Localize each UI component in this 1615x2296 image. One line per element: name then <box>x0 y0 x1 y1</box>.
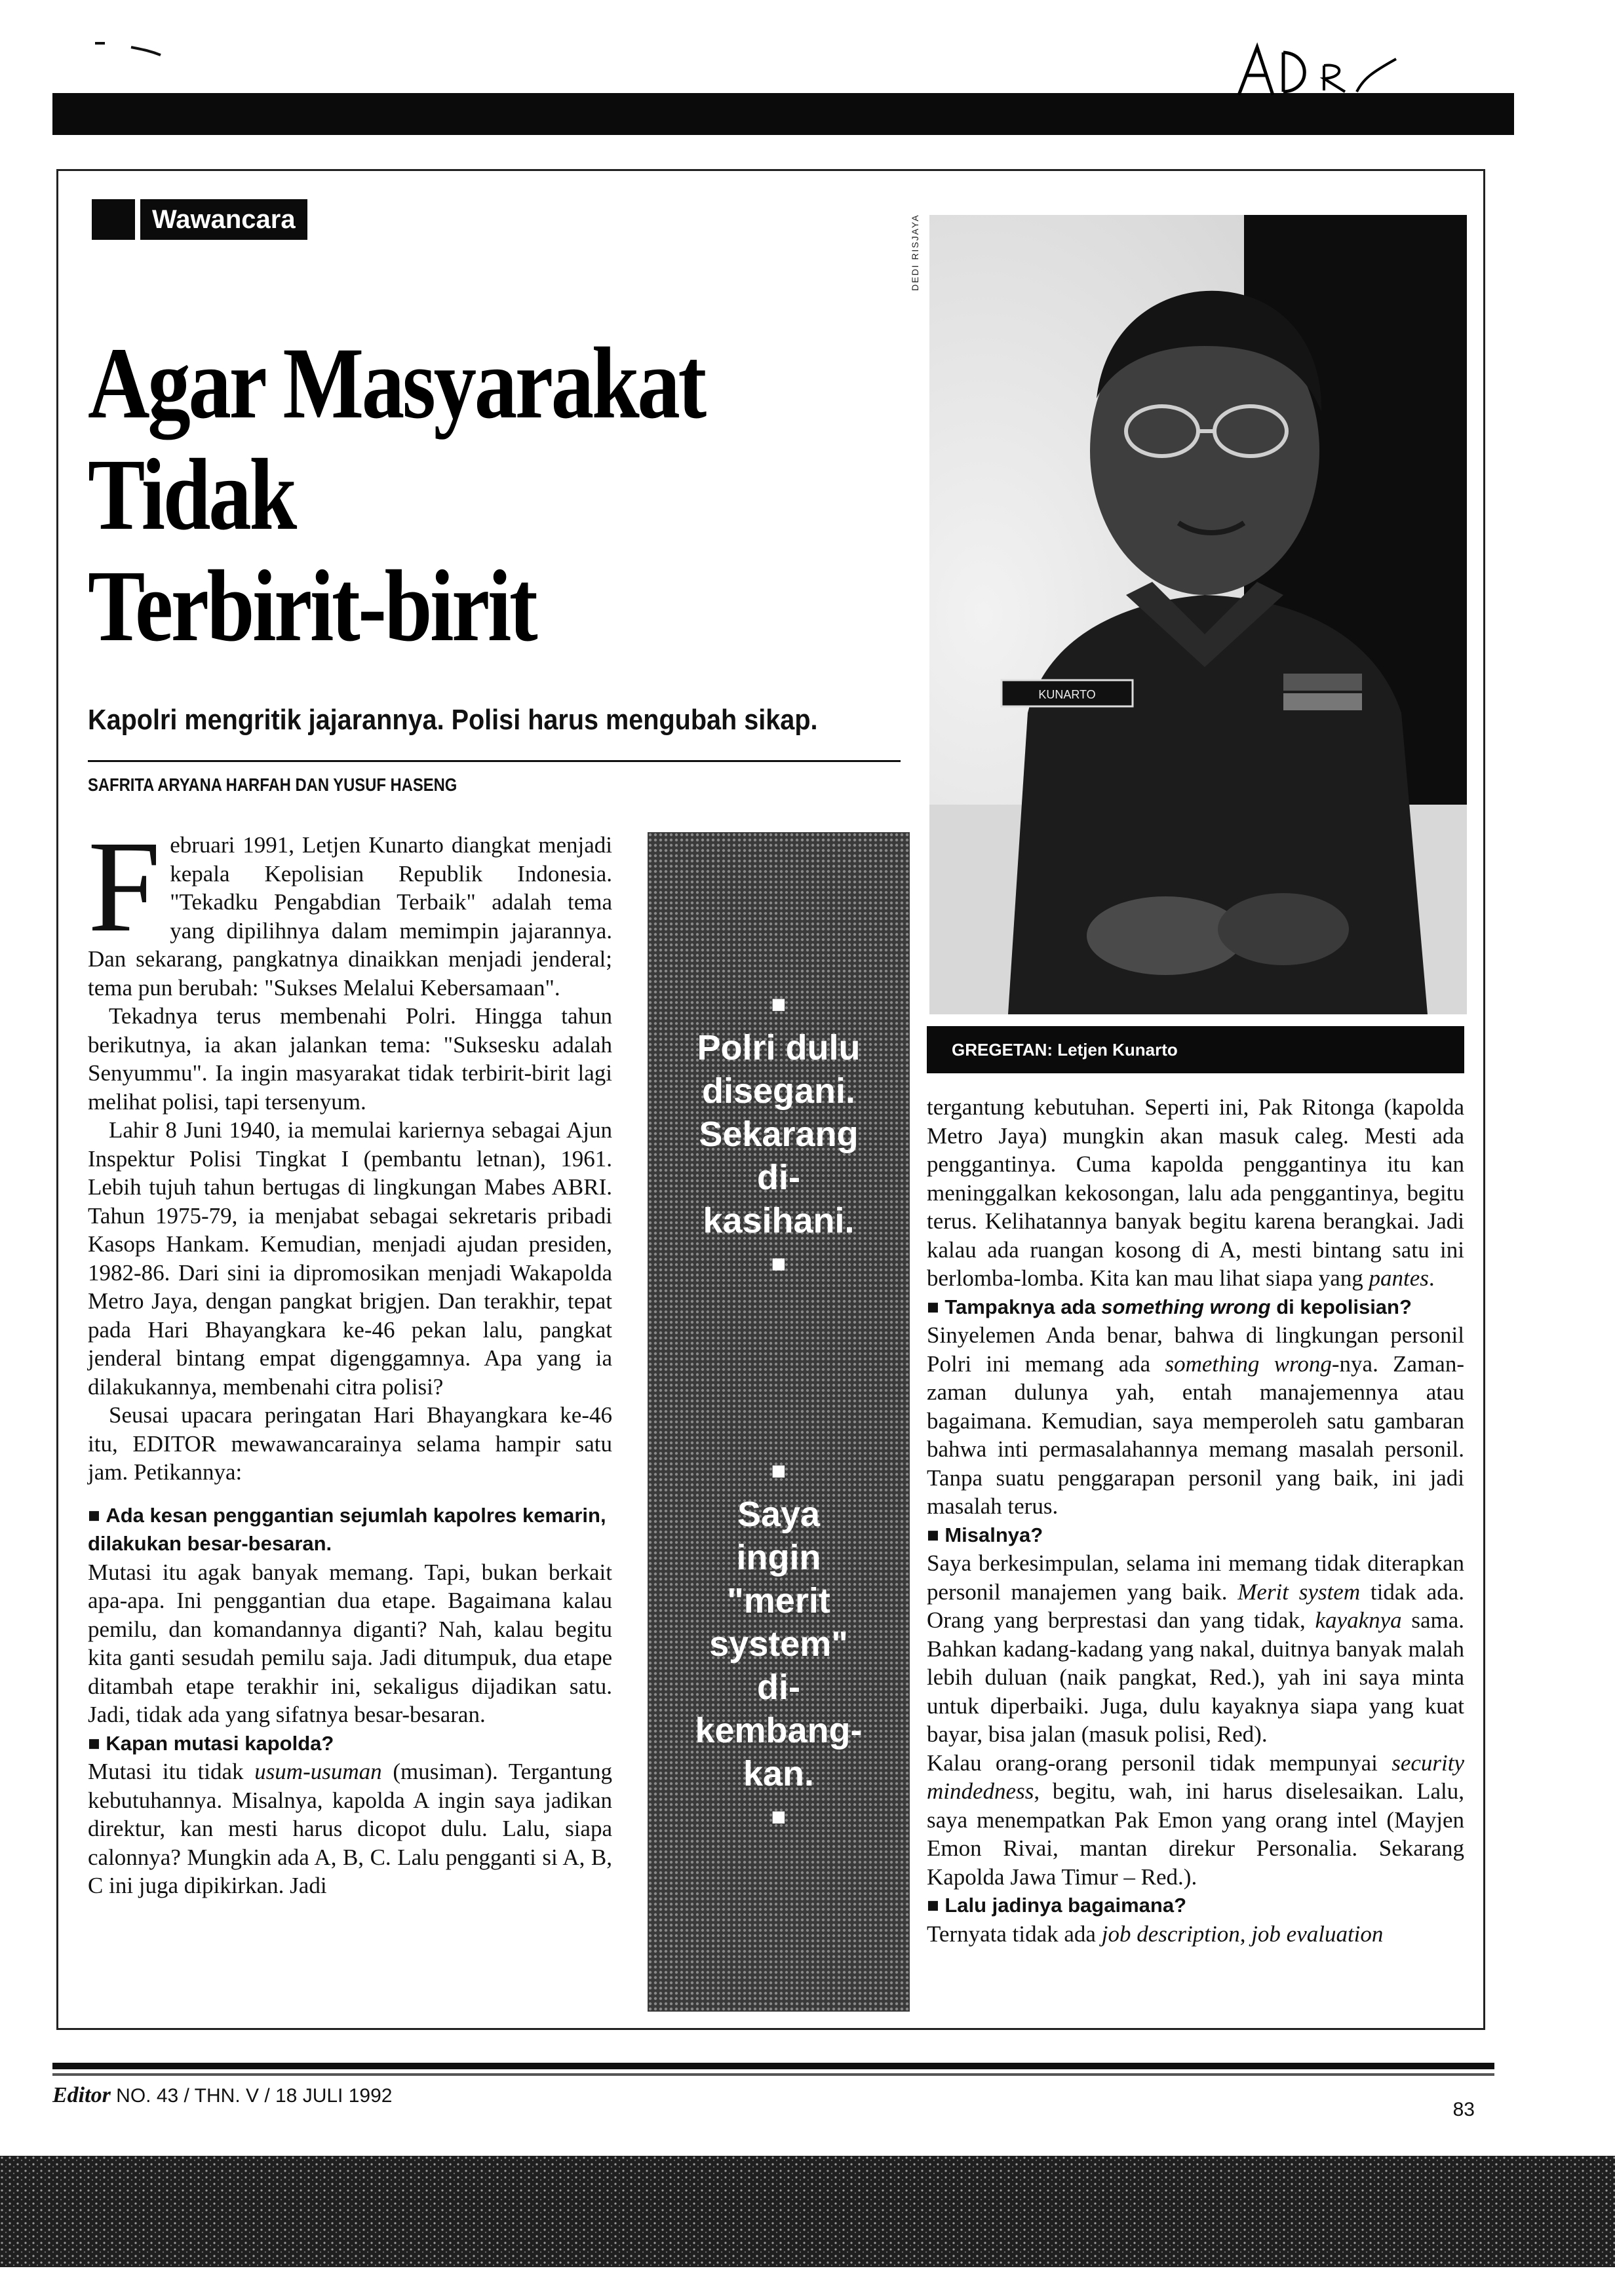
interview-answer <box>927 1093 1464 1293</box>
question-text: di kepolisian? <box>1270 1295 1412 1318</box>
name-tag: KUNARTO <box>1038 688 1096 701</box>
answer-emphasis: security mindedness <box>927 1750 1464 1804</box>
pull-quote-1-line: kasihani. <box>703 1201 855 1240</box>
section-kicker: Wawancara <box>140 199 307 240</box>
answer-text: Kalau orang-orang personil tidak mempunyai <box>927 1750 1392 1776</box>
question-emphasis: something wrong <box>1101 1295 1271 1318</box>
interview-question <box>927 1293 1464 1322</box>
photo-credit: DEDI RISJAYA <box>910 214 920 291</box>
portrait-illustration <box>929 215 1467 1014</box>
answer-text: Sinyelemen Anda benar, bahwa di lingkungan personil Polri ini memang ada <box>927 1322 1464 1377</box>
answer-text: tidak ada. Orang yang berprestasi dan yang tidak, <box>927 1578 1464 1633</box>
pull-quote-2-line: Saya <box>737 1495 821 1534</box>
answer-text: sama. Bahkan kadang-kadang yang nakal, duitnya banyak malah lebih duluan (naik pangkat, Red.), yah ini saya minta untuk diperbaiki. Juga, dulu kayaknya siapa yang kuat bayar, bisa jalan (masuk polisi, Red). <box>927 1607 1464 1747</box>
interview-question: ■ Lalu jadinya bagaimana? <box>927 1891 1464 1920</box>
answer-text: -nya. Zaman-zaman dulunya yah, entah manajemennya atau bagaimana. Kemudian, saya memperoleh satu gambaran bahwa inti permasalahannya memang masalah personil. Tanpa suatu penggarapan personil yang baik, ini jadi masalah terus. <box>927 1350 1464 1519</box>
portrait-photo <box>929 215 1467 1014</box>
pull-quote-2-line: system" <box>709 1624 848 1664</box>
headline-line: Tidak <box>88 438 295 551</box>
answer-text: Mutasi itu tidak <box>88 1759 255 1784</box>
question-text: Tampaknya ada <box>944 1295 1102 1318</box>
drop-cap: F <box>88 814 161 959</box>
article-column-1 <box>88 814 612 1900</box>
footer-rule <box>52 2063 1494 2069</box>
pull-quote-1-line: di- <box>757 1158 800 1197</box>
bullet-square-icon: ■ <box>771 991 787 1018</box>
interview-answer <box>927 1920 1464 1949</box>
bullet-square-icon: ■ <box>771 1457 787 1485</box>
bullet-square-icon: ■ <box>771 1250 787 1278</box>
answer-text: (musiman). Tergantung kebutuhannya. Misalnya, kapolda A ingin saya jadikan direktur, kan mesti harus dicopot dulu. Lalu, siapa calonnya? Mungkin ada A, B, C. Lalu pengganti si A, B, C ini juga dipikirkan. Jadi <box>88 1759 612 1898</box>
pull-quotes <box>648 983 910 1839</box>
paragraph: Seusai upacara peringatan Hari Bhayangkara ke-46 itu, EDITOR mewawancarainya selama hampir satu jam. Petikannya: <box>88 1402 612 1485</box>
answer-text: Ternyata tidak ada <box>927 1921 1102 1947</box>
interview-question: ■ Ada kesan penggantian sejumlah kapolres kemarin, dilakukan besar-besaran. <box>88 1501 612 1558</box>
interview-answer: Mutasi itu agak banyak memang. Tapi, bukan berkait apa-apa. Ini penggantian dua etape. Bagaimana kalau pemilu, dan komandannya diganti? Nah, kalau begitu kita ganti sesudah pemilu saja. Jadi ditumpuk, dua etape ditambah etape terakhir ini, sekaligus dijadikan satu. Jadi, tidak ada yang sifatnya besar-besaran. <box>88 1559 612 1727</box>
footer-rule <box>52 2073 1494 2076</box>
paragraph: Tekadnya terus membenahi Polri. Hingga tahun berikutnya, ia akan jalankan tema: "Suksesku adalah Senyummu". Ia ingin masyarakat tidak terbirit-birit lagi melihat polisi, tapi tersenyum. <box>88 1003 612 1115</box>
pull-quote-1-line: Sekarang <box>699 1115 859 1154</box>
answer-emphasis: Merit system <box>1237 1578 1361 1605</box>
pull-quote-1-line: Polri dulu <box>697 1028 861 1067</box>
headline-line: Agar Masyarakat <box>88 326 705 440</box>
interview-answer <box>88 1757 612 1900</box>
byline: SAFRITA ARYANA HARFAH DAN YUSUF HASENG <box>88 775 457 795</box>
pull-quote-2-line: ingin <box>736 1538 821 1577</box>
pull-quote-2-line: kan. <box>743 1754 815 1793</box>
answer-text: Saya berkesimpulan, selama ini memang tidak diterapkan personil manajemen yang baik. <box>927 1550 1464 1605</box>
pull-quote-2-line: di- <box>757 1668 800 1707</box>
article-column-2 <box>927 1093 1464 1948</box>
paragraph: Lahir 8 Juni 1940, ia memulai kariernya sebagai Ajun Inspektur Polisi Tingkat I (pembantu letnan), 1961. Lebih tujuh tahun bertugas di lingkungan Mabes ABRI. Tahun 1975-79, ia menjabat sebagai sekretaris pribadi Kasops Hankam. Kemudian, menjadi ajudan presiden, 1982-86. Dari sini ia dipromosikan menjadi Wakapolda Metro Jaya, dengan pangkat brigjen. Dan terakhir, tepat pada Hari Bhayangkara ke-46 pekan lalu, pangkat jenderal bintang empat digenggamnya. Apa yang ia dilakukannya, membenahi citra polisi? <box>88 1117 612 1400</box>
headline <box>88 328 721 662</box>
issue-line <box>52 2082 392 2109</box>
scan-mark <box>92 38 164 58</box>
pull-quote-2-line: "merit <box>727 1581 830 1620</box>
magazine-name: Editor <box>52 2083 111 2107</box>
handwritten-annotation <box>1232 39 1403 105</box>
pull-quote-1-line: disegani. <box>701 1071 856 1111</box>
issue-info: NO. 43 / THN. V / 18 JULI 1992 <box>116 2085 393 2107</box>
photo-caption: GREGETAN: Letjen Kunarto <box>927 1026 1464 1073</box>
answer-text: . <box>1428 1265 1435 1291</box>
kicker-square <box>92 199 135 240</box>
answer-text: tergantung kebutuhan. Seperti ini, Pak Ritonga (kapolda Metro Jaya) mungkin akan masuk caleg. Mesti ada penggantinya. Cuma kapolda penggantinya itu kan meninggalkan kekosongan, lalu ada penggantinya, begitu terus. Kelihatannya banyak begitu karena berangkai. Jadi kalau ada ruangan kosong di A, mesti bintang satu ini berlomba-lomba. Kita kan mau lihat siapa yang <box>927 1094 1464 1291</box>
page-number: 83 <box>1452 2099 1475 2120</box>
answer-emphasis: kayaknya <box>1315 1607 1402 1633</box>
interview-answer <box>927 1749 1464 1892</box>
paragraph <box>88 814 612 1002</box>
deck-rule <box>88 760 901 762</box>
headline-line: Terbirit-birit <box>88 549 536 662</box>
answer-emphasis: usum-usuman <box>254 1759 382 1784</box>
bullet-square-icon: ■ <box>771 1803 787 1831</box>
answer-text: , begitu, wah, ini harus diselesaikan. Lalu, saya menempatkan Pak Emon yang orang intel (Mayjen Emon Rivai, mantan direkur Personalia. Sekarang Kapolda Jawa Timur – Red.). <box>927 1778 1464 1890</box>
answer-emphasis: pantes <box>1369 1265 1429 1291</box>
paragraph-text: ebruari 1991, Letjen Kunarto diangkat menjadi kepala Kepolisian Republik Indonesia. "Tekadku Pengabdian Terbaik" adalah tema yang dipilihnya dalam memimpin jajarannya. Dan sekarang, pangkatnya dinaikkan menjadi jenderal; tema pun berubah: "Sukses Melalui Kebersamaan". <box>88 832 612 1001</box>
interview-question: ■ Misalnya? <box>927 1521 1464 1550</box>
noise-texture <box>0 2156 1615 2267</box>
deck: Kapolri mengritik jajarannya. Polisi harus mengubah sikap. <box>88 704 818 736</box>
interview-answer <box>927 1321 1464 1521</box>
pull-quote-2-line: kembang- <box>695 1711 863 1750</box>
answer-emphasis: job description, job evaluation <box>1101 1921 1384 1947</box>
answer-emphasis: something wrong <box>1165 1350 1332 1377</box>
interview-question: ■ Kapan mutasi kapolda? <box>88 1729 612 1758</box>
scan-noise-band <box>0 2156 1615 2267</box>
interview-answer <box>927 1549 1464 1749</box>
